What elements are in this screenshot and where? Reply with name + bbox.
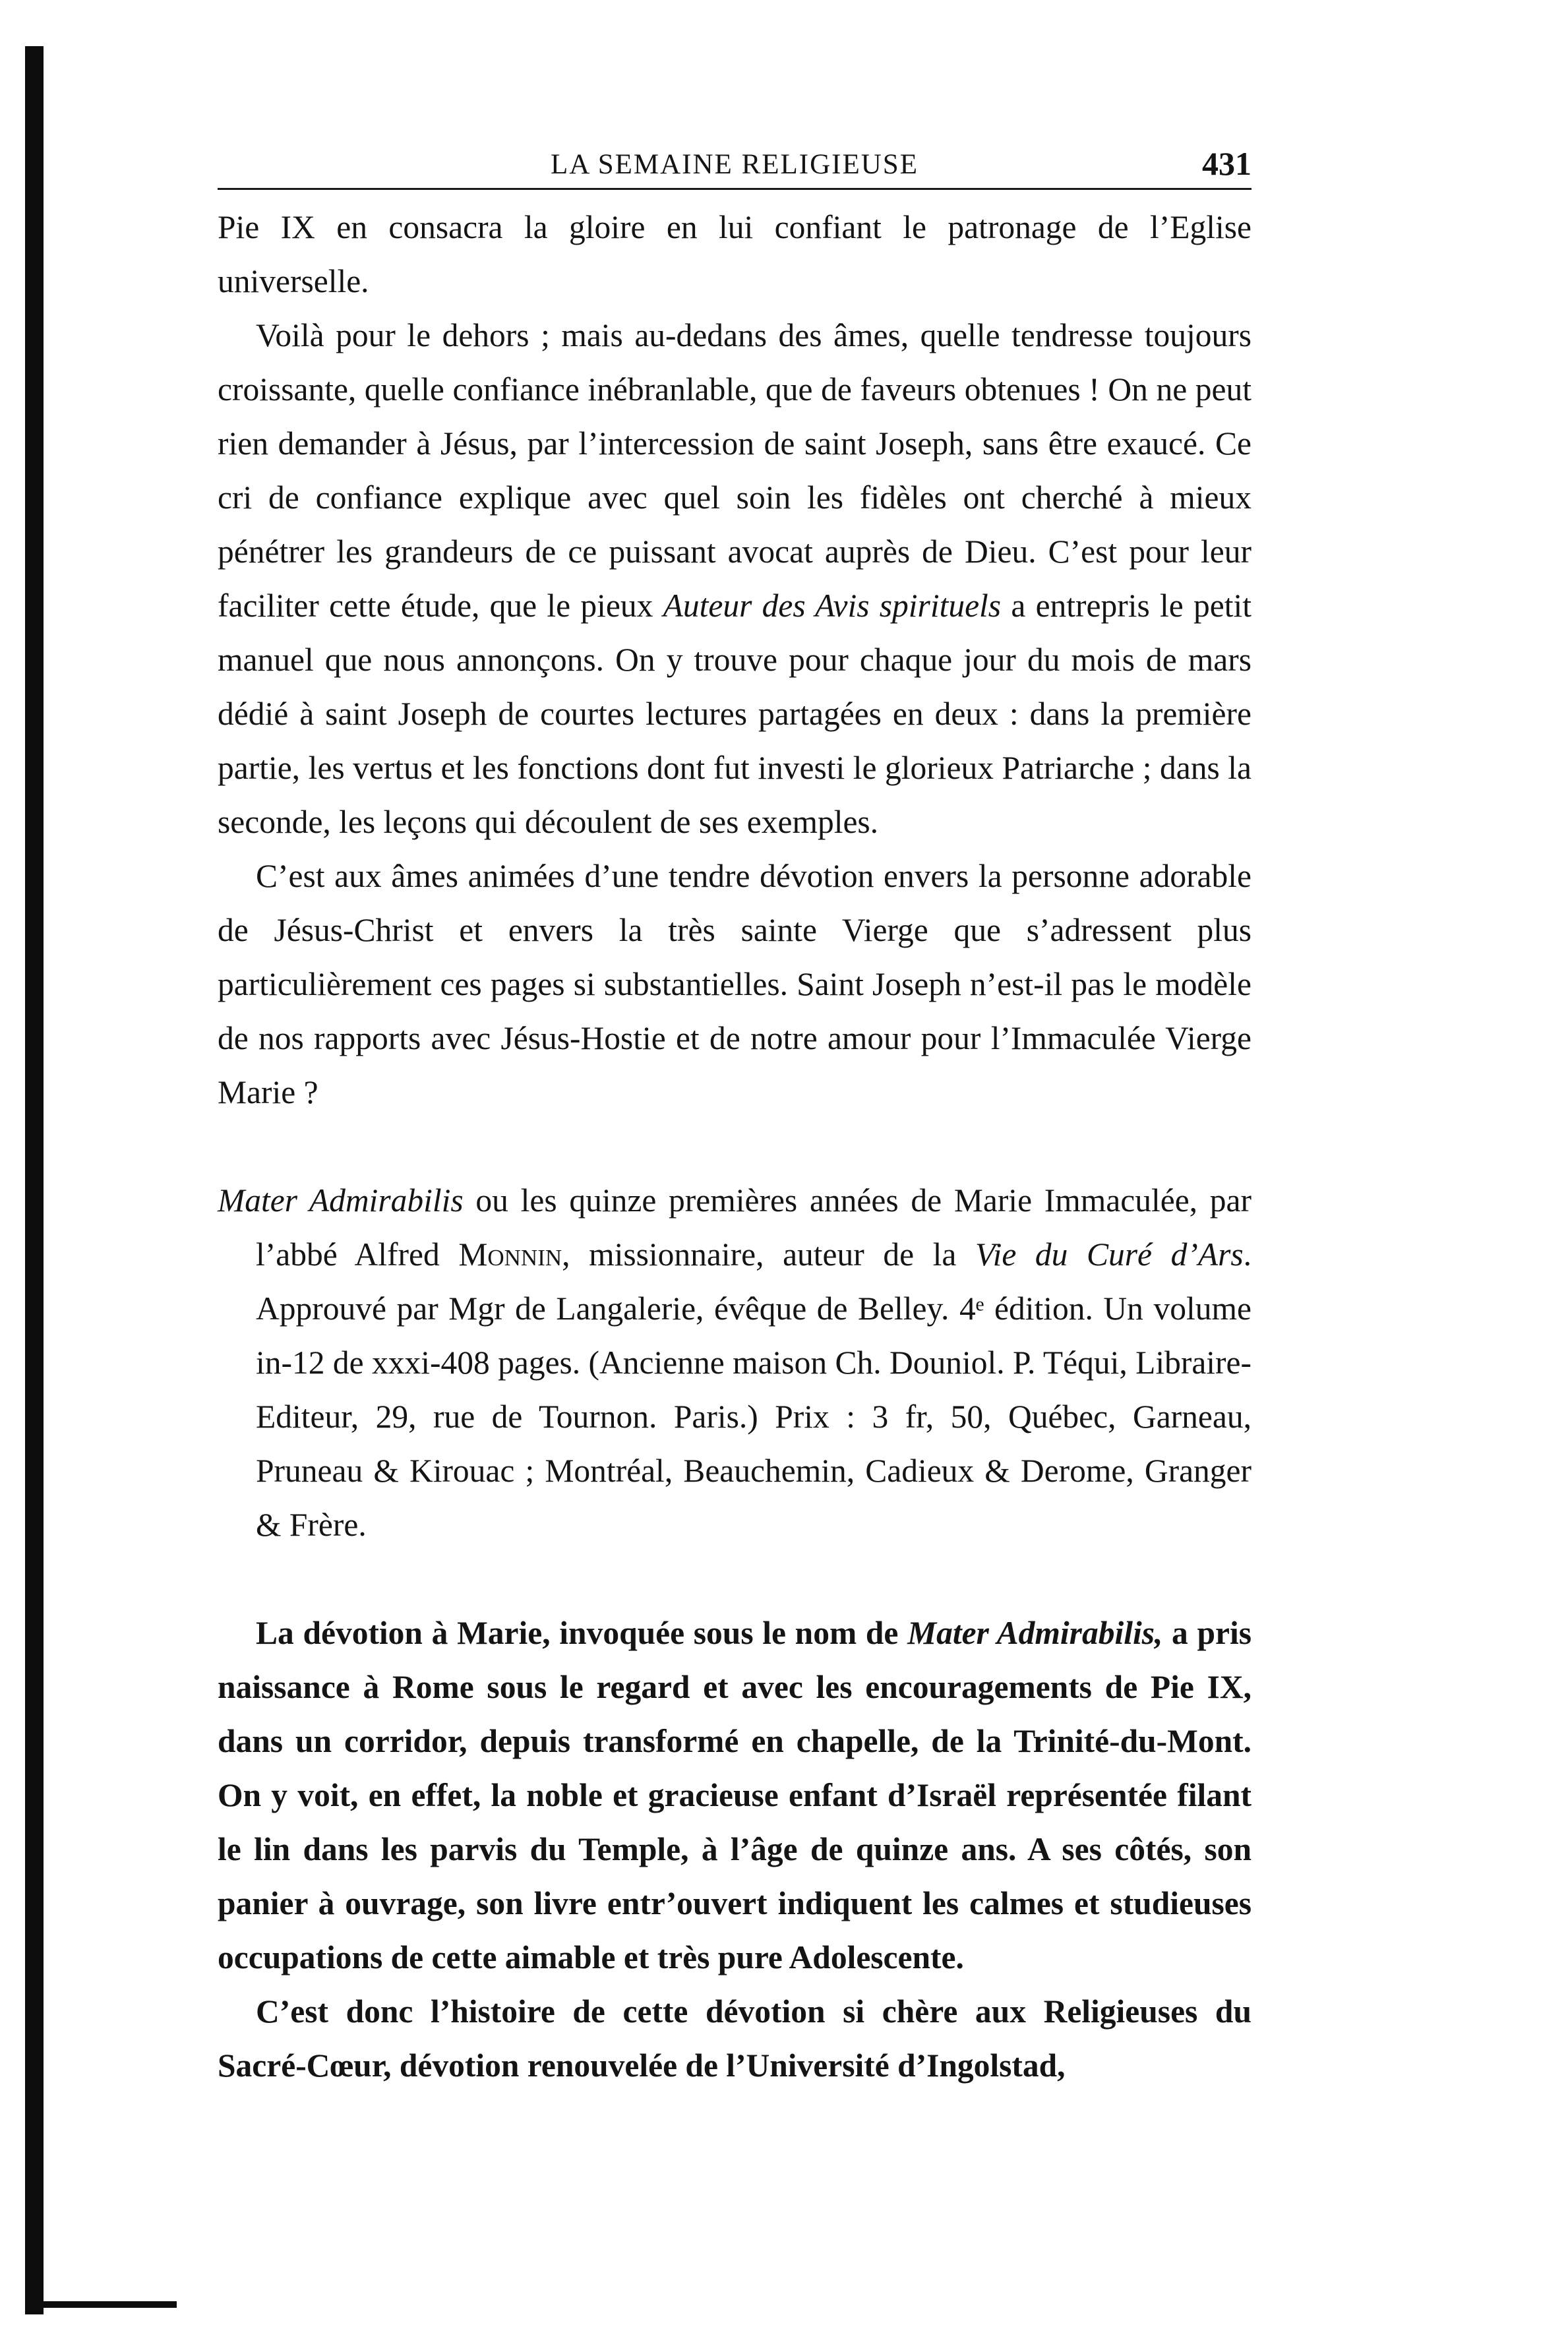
joseph-paragraph-3 xyxy=(218,849,1251,1120)
book-entry xyxy=(218,1174,1251,1552)
mater-paragraph-1 xyxy=(218,1606,1251,1985)
page-number: 431 xyxy=(1202,145,1251,182)
book-entry-text-c: . Approuvé par Mgr de Langalerie, évêque de Belley. 4ᵉ édition. Un volume in-12 de xxxi-408 pages. (Ancienne maison Ch. Douniol. P. Téqui, Libraire-Editeur, 29, rue de Tournon. Paris.) Prix : 3 fr, 50, Québec, Garneau, Pruneau & Kirouac ; Montréal, Beauchemin, Cadieux & Derome, Granger & Frère. xyxy=(256,1236,1251,1543)
joseph-p2-text-a: Voilà pour le dehors ; mais au-dedans des âmes, quelle tendresse toujours croissante, quelle confiance inébranlable, que de faveurs obtenues ! On ne peut rien demander à Jésus, par l’intercession de saint Joseph, sans être exaucé. Ce cri de confiance explique avec quel soin les fidèles ont cherché à mieux pénétrer les grandeurs de ce puissant avocat auprès de Dieu. C’est pour leur faciliter cette étude, que le pieux xyxy=(218,317,1251,624)
joseph-p1-text: Pie IX en consacra la gloire en lui confiant le patronage de l’Eglise universelle. xyxy=(218,209,1251,299)
joseph-p2-text-b: a entrepris le petit manuel que nous annonçons. On y trouve pour chaque jour du mois de mars dédié à saint Joseph de courtes lectures partagées en deux : dans la première partie, les vertus et les fonctions dont fut investi le glorieux Patriarche ; dans la seconde, les leçons qui découlent de ses exemples. xyxy=(218,588,1251,840)
binding-shadow xyxy=(25,46,44,2314)
mater-p1-italic-title: Mater Admirabilis, xyxy=(907,1615,1163,1651)
joseph-p2-italic-title: Auteur des Avis spirituels xyxy=(663,588,1002,624)
book-entry-author: Monnin xyxy=(458,1236,562,1273)
joseph-p3-text: C’est aux âmes animées d’une tendre dévotion envers la personne adorable de Jésus-Christ et envers la très sainte Vierge que s’adressent plus particulièrement ces pages si substantielles. Saint Joseph n’est-il pas le modèle de nos rapports avec Jésus-Hostie et de notre amour pour l’Immaculée Vierge Marie ? xyxy=(218,858,1251,1110)
book-entry-text-b: , missionnaire, auteur de la xyxy=(562,1236,976,1273)
binding-shadow-foot xyxy=(25,2301,177,2308)
book-entry-work: Vie du Curé d’Ars xyxy=(975,1236,1244,1273)
running-title: LA SEMAINE RELIGIEUSE xyxy=(551,149,919,180)
book-entry-title: Mater Admirabilis xyxy=(218,1182,464,1219)
joseph-paragraph-1 xyxy=(218,200,1251,309)
mater-p1-text-a: La dévotion à Marie, invoquée sous le nom de xyxy=(256,1615,908,1651)
mater-paragraph-2 xyxy=(218,1985,1251,2093)
book-page xyxy=(218,142,1251,2093)
mater-p1-text-b: a pris naissance à Rome sous le regard et avec les encouragements de Pie IX, dans un corridor, depuis transformé en chapelle, de la Trinité-du-Mont. On y voit, en effet, la noble et gracieuse enfant d’Israël représentée filant le lin dans les parvis du Temple, à l’âge de quinze ans. A ses côtés, son panier à ouvrage, son livre entr’ouvert indiquent les calmes et studieuses occupations de cette aimable et très pure Adolescente. xyxy=(218,1615,1251,1975)
mater-p2-text: C’est donc l’histoire de cette dévotion si chère aux Religieuses du Sacré-Cœur, dévotion renouvelée de l’Université d’Ingolstad, xyxy=(218,1993,1251,2084)
joseph-paragraph-2 xyxy=(218,309,1251,849)
book-entry-text-a: ou les quinze premières années de Marie Immaculée, par l’abbé Alfred xyxy=(256,1182,1251,1273)
page-header xyxy=(218,142,1251,190)
